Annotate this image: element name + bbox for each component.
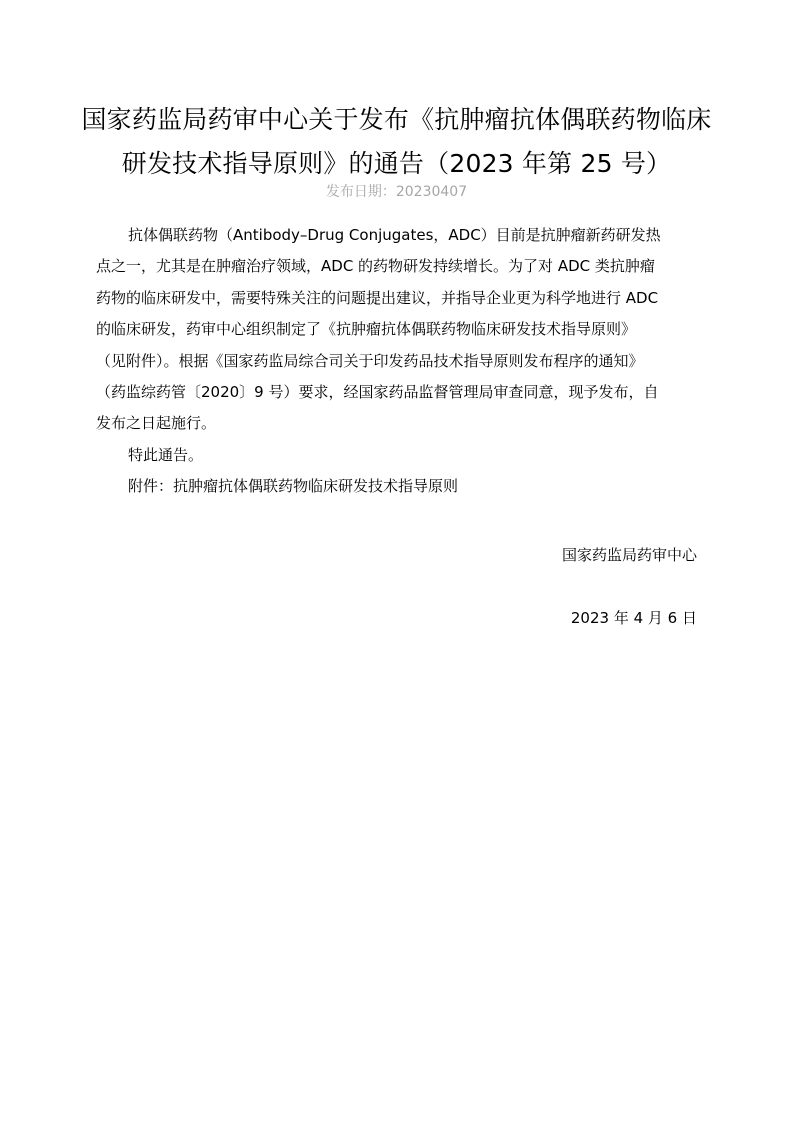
title-line-2: 研发技术指导原则》的通告（2023 年第 25 号） bbox=[121, 149, 672, 178]
notice-statement: 特此通告。 bbox=[128, 445, 204, 464]
body-line: （药监综药管〔2020〕9 号）要求，经国家药品监督管理局审查同意，现予发布，自 bbox=[96, 383, 659, 402]
body-line: 的临床研发，药审中心组织制定了《抗肿瘤抗体偶联药物临床研发技术指导原则》 bbox=[96, 320, 637, 339]
body-line: 药物的临床研发中，需要特殊关注的问题提出建议，并指导企业更为科学地进行 ADC bbox=[96, 288, 659, 307]
body-line: 抗体偶联药物（Antibody–Drug Conjugates，ADC）目前是抗肿瘤新药研发热 bbox=[128, 226, 661, 244]
publish-date: 发布日期：20230407 bbox=[325, 184, 468, 200]
document-body bbox=[96, 220, 699, 503]
attachment-line: 附件：抗肿瘤抗体偶联药物临床研发技术指导原则 bbox=[128, 477, 459, 496]
main-paragraph bbox=[96, 220, 699, 440]
title-line-1: 国家药监局药审中心关于发布《抗肿瘤抗体偶联药物临床 bbox=[81, 105, 712, 134]
issue-date: 2023 年 4 月 6 日 bbox=[570, 609, 697, 627]
body-line: 发布之日起施行。 bbox=[96, 414, 217, 433]
issuer-signature: 国家药监局药审中心 bbox=[561, 546, 697, 564]
body-line: （见附件）。根据《国家药监局综合司关于印发药品技术指导原则发布程序的通知》 bbox=[96, 351, 644, 370]
body-line: 点之一，尤其是在肿瘤治疗领域，ADC 的药物研发持续增长。为了对 ADC 类抗肿瘤 bbox=[96, 257, 655, 276]
document-title bbox=[80, 98, 713, 186]
